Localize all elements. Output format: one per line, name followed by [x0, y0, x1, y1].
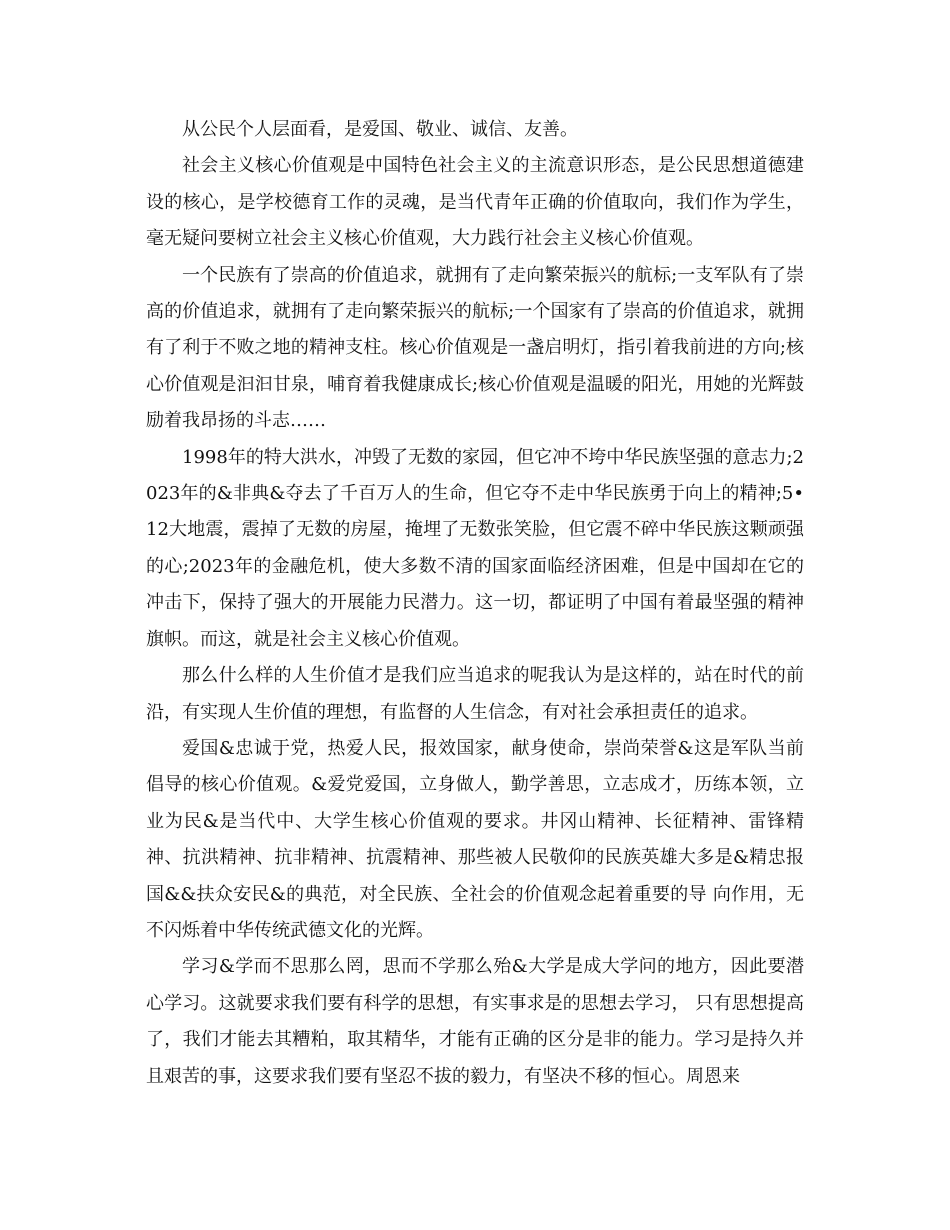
paragraph-5: 那么什么样的人生价值才是我们应当追求的呢我认为是这样的，站在时代的前沿，有实现人生价值的理想，有监督的人生信念，有对社会承担责任的追求。	[146, 665, 804, 723]
paragraph-3: 一个民族有了崇高的价值追求，就拥有了走向繁荣振兴的航标;一支军队有了崇高的价值追求，就拥有了走向繁荣振兴的航标;一个国家有了崇高的价值追求，就拥有了利于不败之地的精神支柱。核心价值观是一盏启明灯，指引着我前进的方向;核心价值观是汩汩甘泉，哺育着我健康成长;核心价值观是温暖的阳光，用她的光辉鼓励着我昂扬的斗志……	[146, 264, 804, 432]
paragraph-1: 从公民个人层面看，是爱国、敬业、诚信、友善。	[182, 119, 578, 140]
document-body	[146, 112, 804, 1095]
paragraph-7: 学习&学而不思那么罔，思而不学那么殆&大学是成大学问的地方，因此要潜心学习。这就要求我们要有科学的思想，有实事求是的思想去学习， 只有思想提高了，我们才能去其糟粕，取其精华，才能有正确的区分是非的能力。学习是持久并且艰苦的事，这要求我们要有坚忍不拔的毅力，有坚决不移的恒心。周恩来	[146, 956, 804, 1087]
paragraph-6: 爱国&忠诚于党，热爱人民，报效国家，献身使命，崇尚荣誉&这是军队当前倡导的核心价值观。&爱党爱国，立身做人，勤学善思，立志成才，历练本领，立业为民&是当代中、大学生核心价值观的要求。井冈山精神、长征精神、雷锋精神、抗洪精神、抗非精神、抗震精神、那些被人民敬仰的民族英雄大多是&精忠报国&&扶众安民&的典范，对全民族、全社会的价值观念起着重要的导 向作用，无不闪烁着中华传统武德文化的光辉。	[146, 737, 804, 941]
paragraph-4: 1998年的特大洪水，冲毁了无数的家园，但它冲不垮中华民族坚强的意志力;2023年的&非典&夺去了千百万人的生命，但它夺不走中华民族勇于向上的精神;5•12大地震，震掉了无数的房屋，掩埋了无数张笑脸，但它震不碎中华民族这颗顽强的心;2023年的金融危机，使大多数不清的国家面临经济困难，但是中国却在它的冲击下，保持了强大的开展能力民潜力。这一切，都证明了中国有着最坚强的精神旗帜。而这，就是社会主义核心价值观。	[146, 446, 804, 650]
paragraph-2: 社会主义核心价值观是中国特色社会主义的主流意识形态，是公民思想道德建设的核心，是学校德育工作的灵魂，是当代青年正确的价值取向，我们作为学生，毫无疑问要树立社会主义核心价值观，大力践行社会主义核心价值观。	[146, 155, 804, 250]
